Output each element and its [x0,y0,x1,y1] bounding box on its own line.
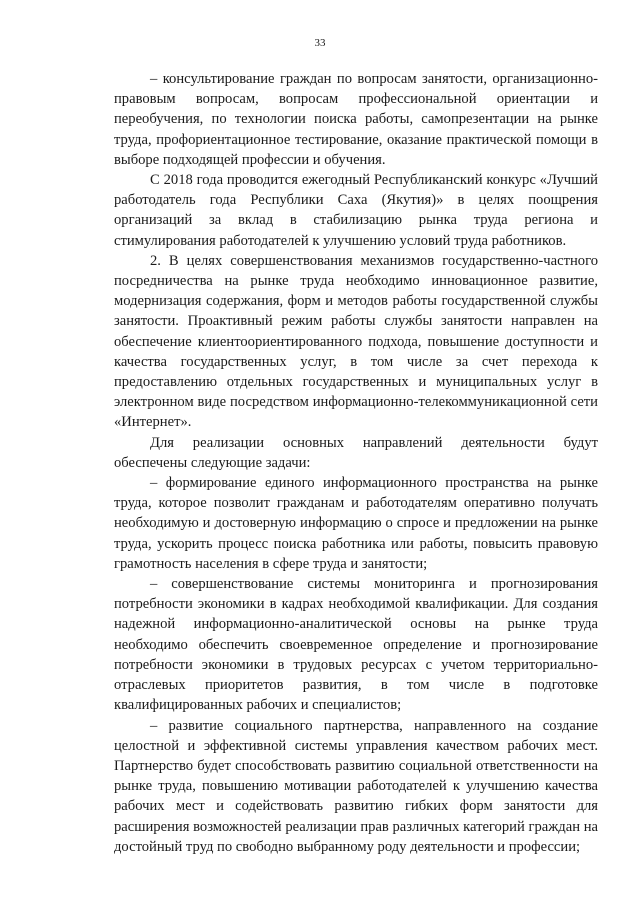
page-number: 33 [314,37,326,49]
paragraph-information-space: – формирование единого информационного пространства на рынке труда, которое позволит гражданам и работодателям оперативно получать необходимую и достоверную информацию о спросе и предложении на рынке труда, ускорить процесс поиска работника или работы, повысить правовую грамотность населения в сфере труда и занятости; [114,475,598,572]
paragraph-public-private-mediation: 2. В целях совершенствования механизмов государственно-частного посредничества на рынке труда необходимо инновационное развитие, модернизация содержания, форм и методов работы государственной службы занятости. Проактивный режим работы службы занятости направлен на обеспечение клиентоориентированного подхода, повышение доступности и качества государственных услуг, в том числе за счет перехода к предоставлению отдельных государственных и муниципальных услуг в электронном виде посредством информационно-телекоммуникационной сети «Интернет». [114,252,598,431]
paragraph-best-employer-contest: С 2018 года проводится ежегодный Республиканский конкурс «Лучший работодатель года Республики Саха (Якутия)» в целях поощрения организаций за вклад в стабилизацию рынка труда региона и стимулирования работодателей к улучшению условий труда работников. [114,172,598,249]
paragraph-tasks-intro: Для реализации основных направлений деятельности будут обеспечены следующие задачи: [114,434,598,471]
paragraph-social-partnership: – развитие социального партнерства, направленного на создание целостной и эффективной системы управления качеством рабочих мест. Партнерство будет способствовать развитию социальной ответственности на рынке труда, повышению мотивации работодателей к улучшению качества рабочих мест и содействовать развитию гибких форм занятости для расширения возможностей реализации прав различных категорий граждан на достойный труд по свободно выбранному роду деятельности и профессии; [114,717,598,855]
paragraph-consulting: – консультирование граждан по вопросам занятости, организационно-правовым вопросам, вопросам профессиональной ориентации и переобучения, по технологии поиска работы, самопрезентации на рынке труда, профориентационное тестирование, оказание практической помощи в выборе подходящей профессии и обучения. [114,71,598,168]
paragraph-monitoring-forecasting: – совершенствование системы мониторинга и прогнозирования потребности экономики в кадрах необходимой квалификации. Для создания надежной информационно-аналитической основы на рынке труда необходимо обеспечить своевременное определение и прогнозирование потребности экономики в трудовых ресурсах с учетом территориально-отраслевых приоритетов развития, в том числе в подготовке квалифицированных рабочих и специалистов; [114,576,598,714]
document-body [114,69,598,857]
